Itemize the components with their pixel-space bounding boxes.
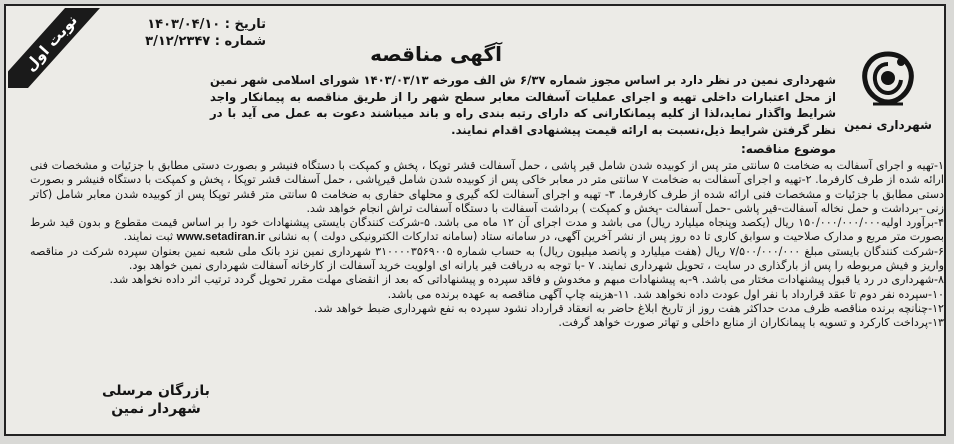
date-label: تاریخ : — [224, 17, 266, 32]
item-6-7: ۶-شرکت کنندگان بایستی مبلغ ۷/۵۰۰/۰۰۰/۰۰۰ ریال (هفت میلیارد و پانصد میلیون ریال) به حساب شماره ۳۱۰۰۰۰۳۵۶۹۰۰۵ شهرداری نمین نزد بانک ملی شعبه نمین بعنوان سپرده شرکت در مناقصه واریز و فیش مربوطه را پس از بارگذاری در سایت ، تحویل شهرداری نمایند. ۷ -با توجه به دریافت قیر یارانه ای اولویت خرید آسفالت از کارخانه آسفالت شهرداری نمین خواهد بود. — [30, 244, 944, 273]
municipality-emblem-icon — [857, 46, 919, 112]
tender-items — [30, 159, 944, 331]
item-12: ۱۲-چنانچه برنده مناقصه ظرف مدت حداکثر هفت روز از تاریخ ابلاغ حاضر به انعقاد قرارداد نشود سپرده به نفع شهرداری ضبط خواهد شد. — [313, 301, 944, 315]
number-line — [106, 33, 266, 50]
corner-ribbon — [8, 8, 108, 88]
item-4-5-tail: ثبت نمایند. — [123, 230, 174, 244]
date-value: ۱۴۰۳/۰۴/۱۰ — [147, 17, 221, 32]
item-10-11: ۱۰-سپرده نفر دوم تا عقد قرارداد با نفر اول عودت داده نخواهد شد. ۱۱-هزینه چاپ آگهی مناقصه به عهده برنده می باشد. — [387, 287, 944, 301]
signatory-name: بازرگان مرسلی — [102, 383, 210, 399]
date-line — [106, 16, 266, 33]
tender-notice — [4, 4, 946, 436]
item-8-9: ۸-شهرداری در رد یا قبول پیشنهادات مختار می باشد. ۹-به پیشنهادات مبهم و مخدوش و فاقد سپرده و پیشنهاداتی که بعد از انقضای مهلت مقرر تحویل گردد ترتیب اثر داده نخواهد شد. — [109, 273, 944, 287]
number-label: شماره : — [214, 34, 266, 49]
signatory-title: شهردار نمین — [111, 401, 201, 417]
number-value: ۳/۱۲/۲۳۴۷ — [145, 34, 211, 49]
municipality-logo — [840, 46, 936, 142]
setadiran-link[interactable]: www.setadiran.ir — [176, 231, 265, 244]
mayor-signature — [58, 382, 254, 418]
logo-caption: شهرداری نمین — [844, 118, 932, 132]
subject-heading: موضوع مناقصه: — [740, 142, 836, 156]
item-13: ۱۳-پرداخت کارکرد و تسویه با پیمانکاران از منابع داخلی و تهاتر صورت خواهد گرفت. — [558, 316, 944, 330]
notice-meta — [106, 16, 266, 50]
item-1-3: ۱-تهیه و اجرای آسفالت به ضخامت ۵ سانتی متر پس از کوبیده شدن شامل قیر پاشی ، حمل آسفالت قشر توپکا ، پخش و کمپکت با دستگاه فنیشر و بصورت دستی مطابق با جزئیات و مشخصات فنی ارائه شده از طرف کارفرما. ۲-تهیه و اجرای آسفالت به ضخامت ۷ سانتی متر در معابر خاکی پس از کوبیده شدن شامل قیرپاشی ، حمل آسفالت قشر توپکا ، پخش و کمپکت با دستگاه فنیشر و بصورت دستی مطابق با جزئیات و مشخصات فنی ارائه شده از طرف کارفرما. ۳- تهیه و اجرای آسفالت لکه گیری و محلهای حفاری به ضخامت ۵ سانتی متر قشر توپکا پس از کوبیده شدن معابر شامل (کاتر زنی -برداشت و حمل نخاله آسفالت-قیر پاشی -حمل آسفالت -پخش و کمپکت ) برداشت آسفالت با دستگاه آسفالت تراش انجام خواهد شد. — [30, 159, 944, 215]
notice-title: آگهی مناقصه — [370, 42, 502, 66]
intro-paragraph: شهرداری نمین در نظر دارد بر اساس مجوز شماره ۶/۳۷ ش الف مورخه ۱۴۰۳/۰۳/۱۳ شورای اسلامی شهر نمین از محل اعتبارات داخلی تهیه و اجرای عملیات آسفالت معابر سطح شهر را از طریق مناقصه به پیمانکار واجد شرایط واگذار نماید،لذا از کلیه پیمانکارانی که دارای رتبه بندی راه و باند میباشند دعوت به عمل می آید با در نظر گرفتن شرایط ذیل،نسبت به ارائه قیمت پیشنهادی اقدام نمایند. — [210, 73, 836, 137]
item-4-5 — [30, 216, 944, 245]
item-4-5-text: ۴-برآورد اولیه۱۵۰/۰۰۰/۰۰۰/۰۰۰ ریال (یکصد وپنجاه میلیارد ریال) می باشد و مدت اجرای آن ۱۲ ماه می باشد. ۵-شرکت کنندگان بایستی پیشنهادات خود را بر اساس قیمت مقطوع و بدون قید شرط بصورت متر مربع و مدارک صلاحیت و سوابق کاری تا ده روز پس از نشر آخرین آگهی، در سامانه ستاد (سامانه تدارکات الکترونیکی دولت ) به نشانی — [30, 216, 945, 244]
publication-round-badge: نوبت اول — [8, 8, 108, 88]
